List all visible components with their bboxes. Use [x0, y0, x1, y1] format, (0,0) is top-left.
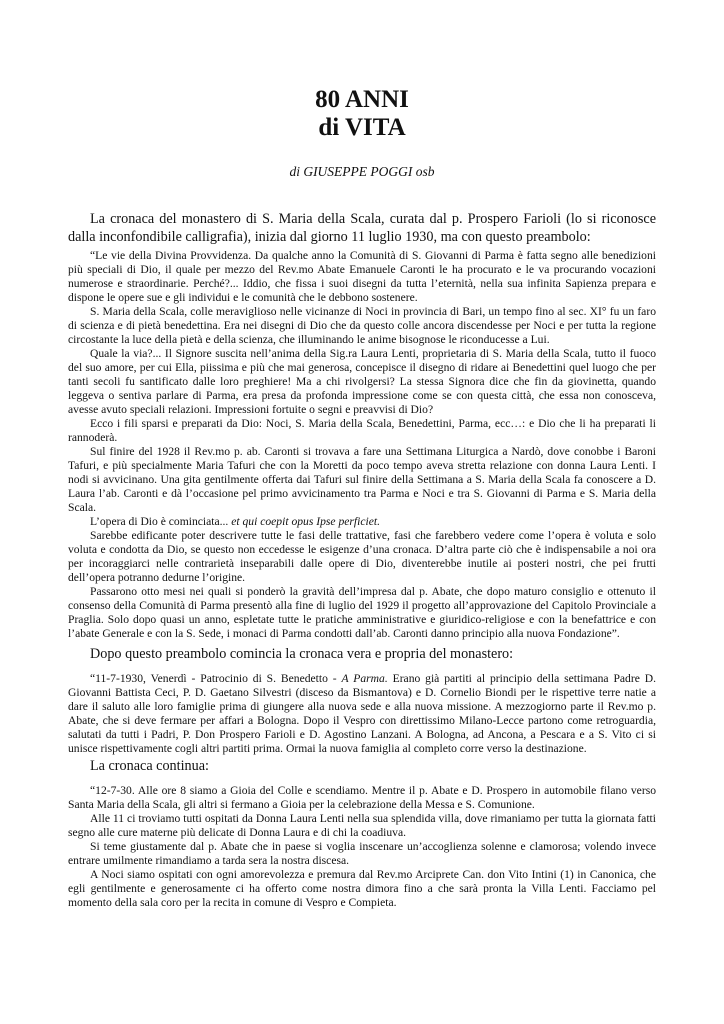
preamble-paragraph-3: Quale la via?... Il Signore suscita nell’anima della Sig.ra Laura Lenti, proprietaria di S. Maria della Scala, tutto il fuoco del suo amore, per cui Ella, piissima e più che mai generosa, concepisce il disegno di ridare ai Benedettini quel luogo che per tanti secoli fu santificato dalle loro preghiere! Ma a chi rivolgersi? La stessa Signora dice che fin da giovinetta, quando leggeva o sentiva parlare di Parma, era presa da profonda impressione come se con questa città, che essa non conosceva, avesse avuto speciali relazioni. Impressioni fortuite o segni e preavvisi di Dio?	[68, 347, 656, 416]
entry-1-place: A Parma.	[341, 672, 388, 685]
chronicle-entry-1	[68, 672, 656, 756]
chronicle-entry-2-paragraph-1: “12-7-30. Alle ore 8 siamo a Gioia del Colle e scendiamo. Mentre il p. Abate e D. Prospero in automobile filano verso Santa Maria della Scala, gli altri si fermano a Gioia per la celebrazione della Messa e S. Comunione.	[68, 784, 656, 811]
chronicle-entry-2-paragraph-3: Si teme giustamente dal p. Abate che in paese si voglia inscenare un’accoglienza solenne e clamorosa; volendo invece entrare umilmente rimandiamo a tarda sera la nostra discesa.	[68, 840, 656, 867]
preamble-paragraph-7: Sarebbe edificante poter descrivere tutte le fasi delle trattative, fasi che farebbero vedere come l’opera è voluta e solo voluta e condotta da Dio, se questo non eccedesse le esigenze d’una cronaca. D’altra parte ciò che è indispensabile a noi ora per incoraggiarci nelle contrarietà inseparabili dalle opere di Dio, diventerebbe inutile ai posteri nostri, che pei frutti dell’opera potranno dedurne l’origine.	[68, 529, 656, 584]
preamble-paragraph-6	[68, 515, 656, 529]
title-line-2: di VITA	[318, 114, 406, 141]
entry-1-text: Erano già partiti al principio della settimana Padre D. Giovanni Battista Ceci, P. D. Gaetano Silvestri (disceso da Bismantova) e D. Cornelio Biondi per le rispettive terre natie a dare il saluto alle loro famiglie prima di giungere alla nuova sede e alla nuova missione. A mezzogiorno parte il Rev.mo p. Abate, che si deve fermare per affari a Bologna. Dopo il Vespro con direttissimo Milano-Lecce partono come retroguardia, salutati da tutti i Padri, P. Don Prospero Farioli e D. Agostino Lanzani. A Bologna, ad Ancona, a Pescara e a S. Vito ci si unisce rispettivamente cogli altri partiti prima. Ormai la nuova famiglia al completo corre verso la destinazione.	[68, 672, 656, 755]
author-byline: di GIUSEPPE POGGI osb	[289, 164, 435, 179]
section-heading-chronicle: Dopo questo preambolo comincia la cronaca vera e propria del monastero:	[90, 646, 514, 662]
preamble-paragraph-8: Passarono otto mesi nei quali si ponderò la gravità dell’impresa dal p. Abate, che dopo maturo consiglio e ottenuto il consenso della Comunità di Parma presentò alla fine di luglio del 1929 il progetto all’approvazione del Capitolo Provinciale a Praglia. Solo dopo quasi un anno, espletate tutte le pratiche amministrative e giuridico-religiose e con la benefattrice e con l’abate Generale e con la S. Sede, i monaci di Parma condotti dall’ab. Caronti danno principio alla nuova Fondazione”.	[68, 585, 656, 640]
preamble-paragraph-5: Sul finire del 1928 il Rev.mo p. ab. Caronti si trovava a fare una Settimana Liturgica a Nardò, dove conobbe i Baroni Tafuri, e più specialmente Maria Tafuri che con la Moretti da poco tempo aveva stretta relazione con donna Laura Lenti. I nodi si avvicinano. Una gita gentilmente offerta dai Tafuri sul finire della Settimana a S. Maria della Scala fa conoscere a D. Laura l’ab. Caronti e dà l’occasione pel primo avvicinamento tra Parma e Noci e tra S. Giovanni di Parma e S. Maria della Scala.	[68, 445, 656, 514]
preamble-p6-text: L’opera di Dio è cominciata...	[90, 515, 232, 528]
latin-quote: et qui coepit opus Ipse perficiet.	[231, 515, 380, 528]
title-line-1: 80 ANNI	[315, 86, 409, 113]
preamble-paragraph-1: “Le vie della Divina Provvidenza. Da qualche anno la Comunità di S. Giovanni di Parma è fatta segno alle benedizioni più speciali di Dio, il quale per mezzo del Rev.mo Abate Emanuele Caronti le ha procurato e le va procurando vocazioni numerose e straordinarie. Perché?... Iddio, che fissa i suoi disegni da tutta l’eternità, nella sua infinita Sapienza prepara e dispone le opere sue e gli individui e le comunità che le debbono sostenere.	[68, 249, 656, 304]
document-title	[68, 86, 656, 142]
chronicle-entry-2-paragraph-4: A Noci siamo ospitati con ogni amorevolezza e premura dal Rev.mo Arciprete Can. don Vito Intini (1) in Canonica, che egli gentilmente e generosamente ci ha offerto come nostra dimora fino a che sarà pronta la Villa Lenti. Facciamo pel momento della sala coro per la recita in comune di Vespro e Compieta.	[68, 868, 656, 909]
intro-paragraph: La cronaca del monastero di S. Maria della Scala, curata dal p. Prospero Farioli (lo si riconosce dalla inconfondibile calligrafia), inizia dal giorno 11 luglio 1930, ma con questo preambolo:	[68, 211, 656, 245]
entry-1-lead: “11-7-1930, Venerdì - Patrocinio di S. Benedetto -	[90, 672, 342, 685]
section-heading-continues: La cronaca continua:	[90, 758, 209, 774]
preamble-paragraph-4: Ecco i fili sparsi e preparati da Dio: Noci, S. Maria della Scala, Benedettini, Parma, ecc…: e Dio che li ha preparati li rannoderà.	[68, 417, 656, 444]
chronicle-entry-2-paragraph-2: Alle 11 ci troviamo tutti ospitati da Donna Laura Lenti nella sua splendida villa, dove rimaniamo per tutta la giornata fatti segno alle cure materne più delicate di Donna Laura e di chi la coadiuva.	[68, 812, 656, 839]
preamble-paragraph-2: S. Maria della Scala, colle meraviglioso nelle vicinanze di Noci in provincia di Bari, un tempo fino al sec. XI° fu un faro di scienza e di pietà benedettina. Era nei disegni di Dio che da questo colle ancora discendesse per Noci e per tutta la regione circostante la luce della pietà e della scienza, che illuminando le anime bisognose le riconducesse a Lui.	[68, 305, 656, 346]
